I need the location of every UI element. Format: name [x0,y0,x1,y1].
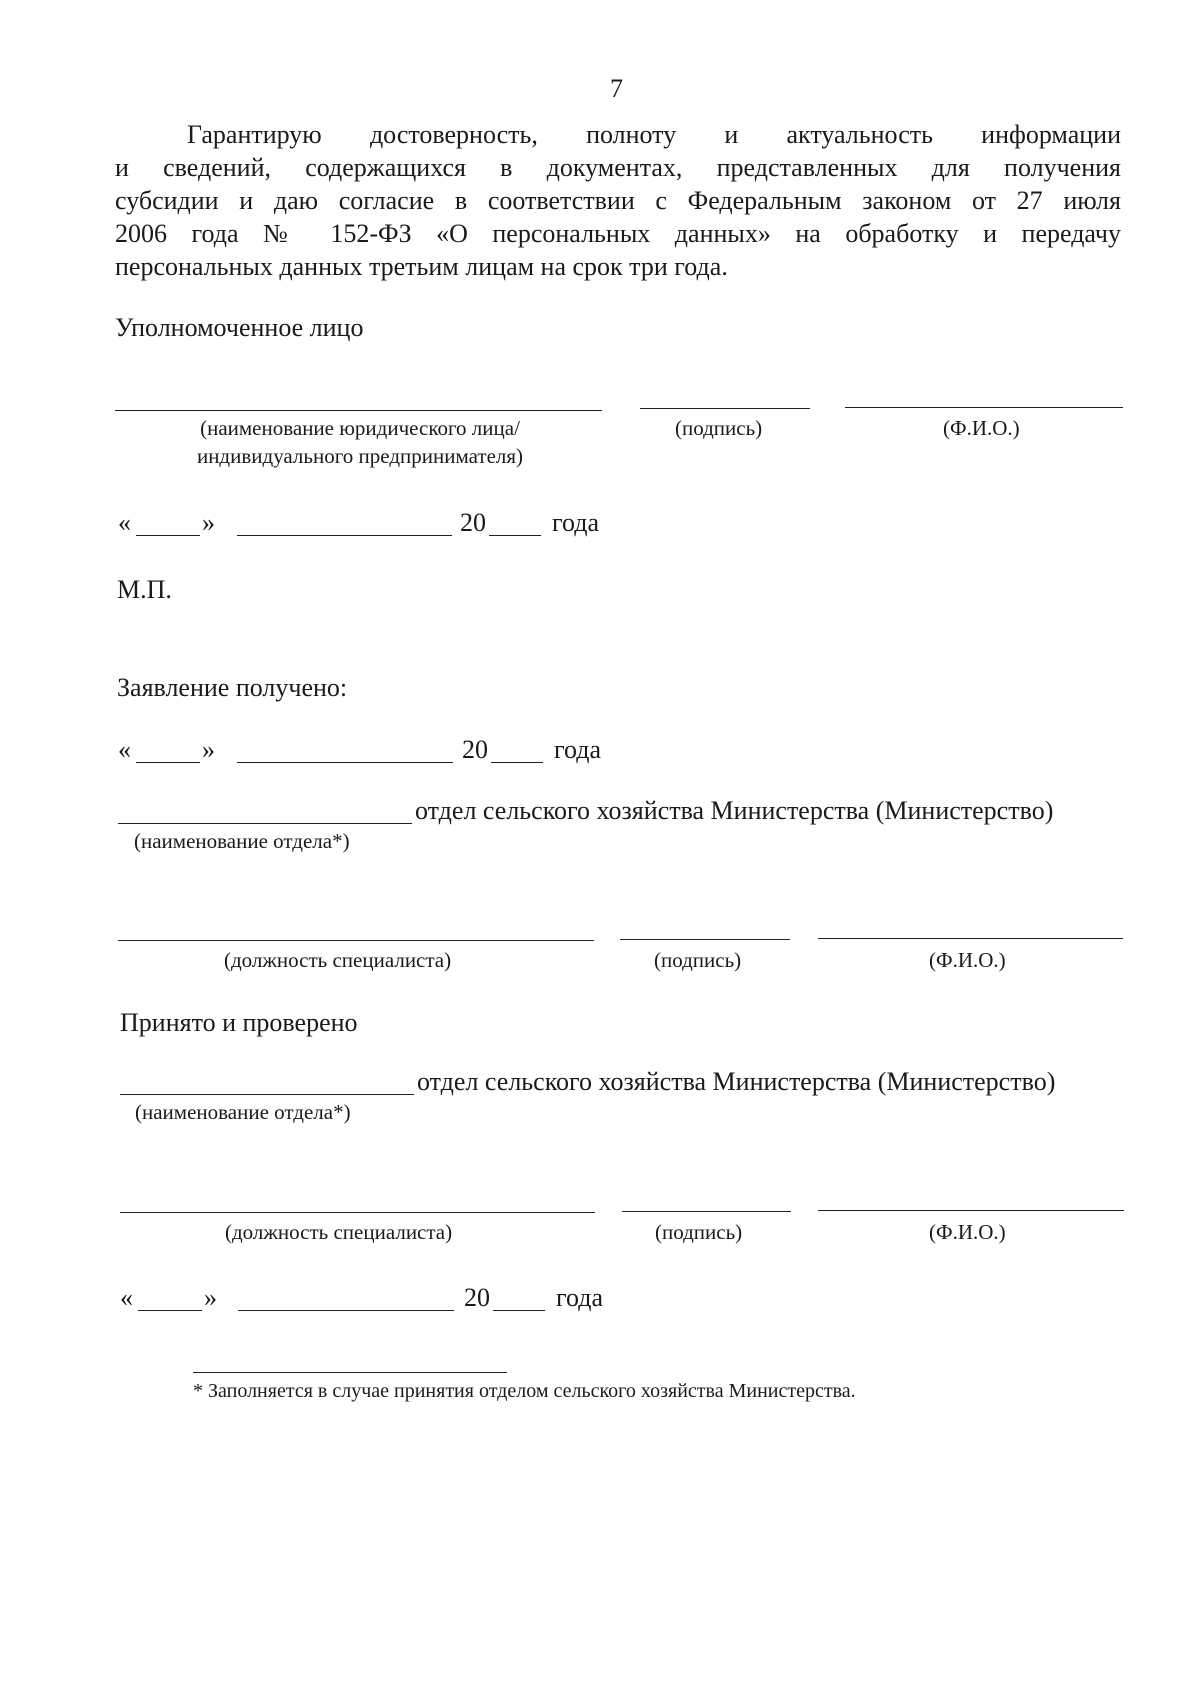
fio-caption: (Ф.И.О.) [929,1220,1006,1244]
footnote-text: * Заполняется в случае принятия отделом сельского хозяйства Министерства. [193,1380,856,1402]
date-close-quote: » [202,508,215,537]
consent-line: субсидии и даю согласие в соответствии с Федеральным законом от 27 июля [115,186,1121,215]
legal-entity-caption: (наименование юридического лица/ [200,416,520,440]
department-caption: (наименование отдела*) [134,829,350,853]
year-suffix: года [552,508,600,537]
fio-line[interactable] [818,938,1123,939]
year-prefix: 20 [460,508,486,537]
position-line[interactable] [120,1212,595,1213]
legal-entity-caption: индивидуального предпринимателя) [196,444,524,468]
stamp-label: М.П. [117,575,172,604]
consent-line: 2006 года № 152-ФЗ «О персональных данных» на обработку и передачу [115,219,1121,248]
fio-line[interactable] [845,407,1123,408]
date-open-quote: « [118,508,131,537]
page-number: 7 [610,74,623,103]
year-prefix: 20 [464,1283,490,1312]
position-caption: (должность специалиста) [225,1220,453,1244]
fio-caption: (Ф.И.О.) [929,948,1006,972]
position-line[interactable] [118,940,594,941]
authorized-person-heading: Уполномоченное лицо [115,313,364,342]
consent-line: Гарантирую достоверность, полноту и актуальность информации [187,120,1121,149]
month-blank[interactable] [238,1310,454,1311]
year-blank[interactable] [489,535,541,536]
year-suffix: года [556,1283,604,1312]
department-text: отдел сельского хозяйства Министерства (Министерство) [417,1067,1056,1096]
month-blank[interactable] [237,535,452,536]
fio-line[interactable] [818,1210,1124,1211]
consent-paragraph [115,118,1121,283]
year-blank[interactable] [493,1310,545,1311]
signature-line[interactable] [640,408,810,409]
year-suffix: года [554,735,602,764]
day-blank[interactable] [136,535,200,536]
day-blank[interactable] [136,762,200,763]
department-caption: (наименование отдела*) [135,1100,351,1124]
year-blank[interactable] [491,762,543,763]
department-name-line[interactable] [120,1094,414,1095]
month-blank[interactable] [237,762,453,763]
footnote-separator [193,1372,507,1373]
consent-line: и сведений, содержащихся в документах, представленных для получения [115,153,1121,182]
year-prefix: 20 [462,735,488,764]
department-name-line[interactable] [118,823,412,824]
signature-caption: (подпись) [655,1220,743,1244]
date-close-quote: » [204,1283,217,1312]
signature-line[interactable] [620,939,790,940]
signature-caption: (подпись) [675,416,763,440]
department-text: отдел сельского хозяйства Министерства (Министерство) [415,796,1054,825]
date-close-quote: » [202,735,215,764]
position-caption: (должность специалиста) [224,948,452,972]
received-heading: Заявление получено: [117,673,348,702]
fio-caption: (Ф.И.О.) [943,416,1020,440]
date-open-quote: « [120,1283,133,1312]
date-open-quote: « [118,735,131,764]
checked-heading: Принято и проверено [120,1008,358,1037]
day-blank[interactable] [138,1310,202,1311]
legal-entity-name-line[interactable] [115,410,602,411]
signature-line[interactable] [622,1211,791,1212]
signature-caption: (подпись) [654,948,742,972]
consent-line: персональных данных третьим лицам на срок три года. [115,252,728,281]
